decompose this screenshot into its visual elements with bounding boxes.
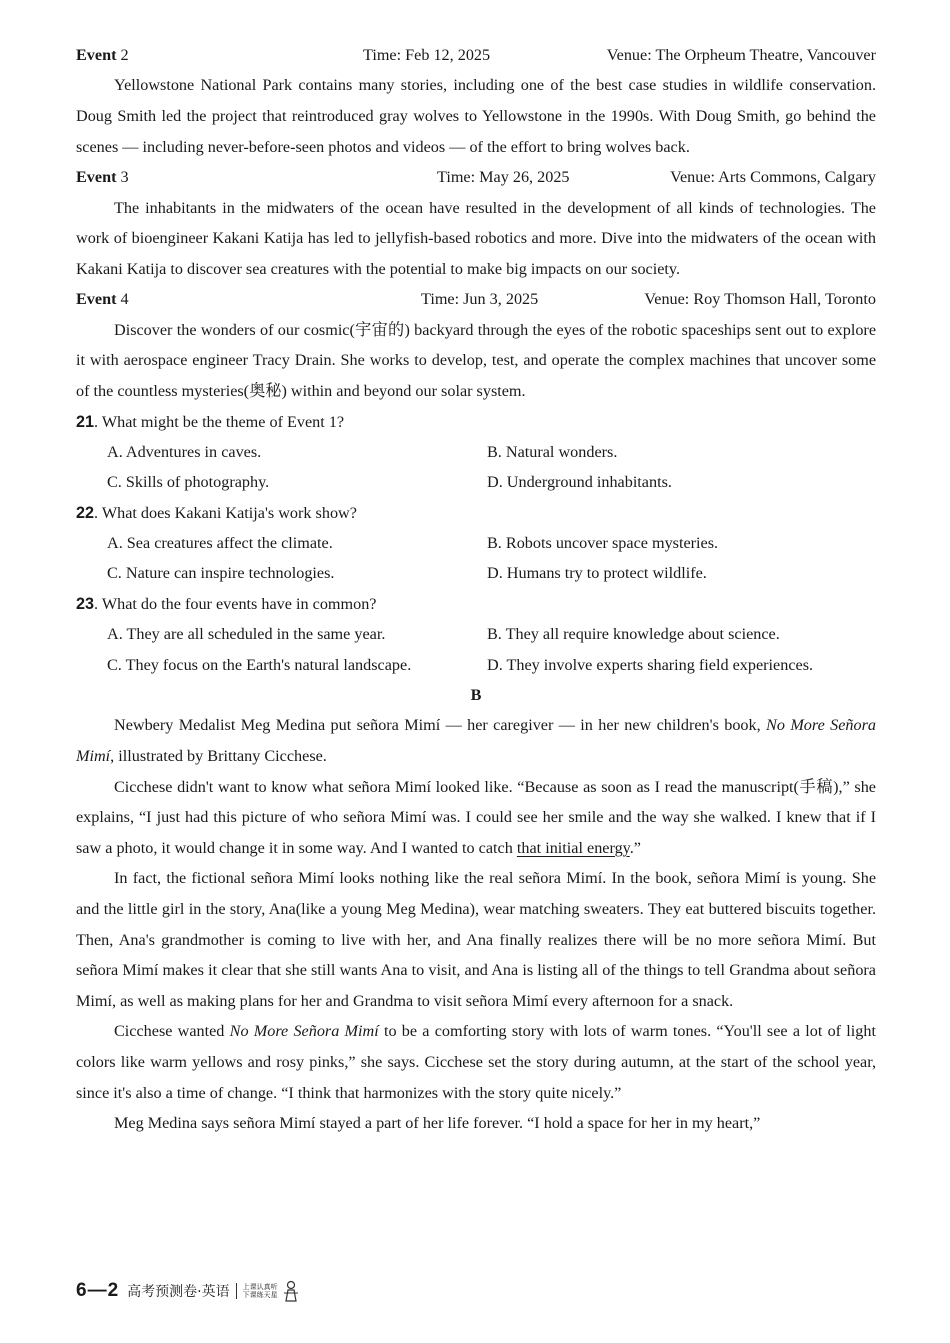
option-d: D. They involve experts sharing field experiences. (487, 655, 814, 674)
event-venue: Venue: The Orpheum Theatre, Vancouver (606, 46, 876, 64)
question-number: 23 (76, 594, 95, 613)
event-description: Yellowstone National Park contains many stories, including one of the best case studies in wildlife conservation. Doug Smith led the project that reintroduced gray wolves to Yellowstone in the 1990s. With Doug Smith, go behind the scenes — including never-before-seen photos and videos — of the effort to bring wolves back. (76, 76, 877, 156)
option-d: D. Underground inhabitants. (487, 473, 672, 492)
option-a: A. They are all scheduled in the same year. (107, 625, 386, 644)
option-c: C. Skills of photography. (107, 473, 270, 492)
event-label: Event 4 (76, 290, 129, 309)
passage-paragraph: Cicchese wanted No More Señora Mimí to be a comforting story with lots of warm tones. “You'll see a lot of light colors like warm yellows and rosy pinks,” she says. Cicchese set the story during autumn, at the start of the school year, since it's also a time of change. “I think that harmonizes with the story quite nicely.” (76, 1022, 877, 1102)
book-title: No More Señora Mimí (229, 1022, 379, 1041)
event-time: Time: Jun 3, 2025 (421, 290, 539, 309)
section-heading: B (470, 686, 482, 705)
page-number: 6—2 (76, 1280, 120, 1301)
footer-title: 高考预测卷·英语 (127, 1284, 230, 1300)
option-c: C. Nature can inspire technologies. (107, 564, 335, 583)
option-a: A. Sea creatures affect the climate. (107, 534, 333, 553)
event-header (76, 162, 876, 192)
book-title: No More Señora Mimí (76, 716, 876, 766)
exam-page (76, 40, 876, 1139)
mascot-icon (282, 1280, 300, 1302)
option-b: B. Natural wonders. (487, 442, 618, 461)
question-number: 22 (76, 503, 95, 522)
page-footer (76, 1276, 300, 1306)
event-venue: Venue: Roy Thomson Hall, Toronto (644, 290, 876, 309)
passage-paragraph: Newbery Medalist Meg Medina put señora Mimí — her caregiver — in her new children's book, No More Señora Mimí, illustrated by Brittany Cicchese. (76, 716, 876, 766)
event-venue: Venue: Arts Commons, Calgary (670, 168, 876, 187)
footer-divider (236, 1283, 237, 1299)
option-row (76, 528, 876, 558)
option-b: B. Robots uncover space mysteries. (487, 534, 719, 553)
footer-slogan: 上课认真听 下课练天星 (242, 1283, 278, 1299)
option-row (76, 437, 876, 467)
question-text: . What does Kakani Katija's work show? (94, 503, 357, 522)
event-header (76, 284, 876, 314)
passage-paragraph: In fact, the fictional señora Mimí looks nothing like the real señora Mimí. In the book, señora Mimí is young. She and the little girl in the story, Ana(like a young Meg Medina), wear matching sweaters. They eat buttered biscuits together. Then, Ana's grandmother is coming to live with her, and Ana finally realizes there will be no more señora Mimí. But señora Mimí makes it clear that she still wants Ana to visit, and Ana is listing all of the things to tell Grandma about señora Mimí, as well as making plans for her and Grandma to visit señora Mimí every afternoon for a snack. (76, 869, 877, 1010)
event-header (76, 40, 876, 70)
question (76, 589, 876, 619)
question-text: . What do the four events have in common? (94, 594, 377, 613)
option-row (76, 558, 876, 588)
option-a: A. Adventures in caves. (107, 442, 262, 461)
option-d: D. Humans try to protect wildlife. (487, 564, 707, 583)
event-label: Event 3 (76, 168, 129, 187)
event-description: Discover the wonders of our cosmic(宇宙的) backyard through the eyes of the robotic spaceships sent out to explore it with aerospace engineer Tracy Drain. She works to develop, test, and operate the complex machines that uncover some of the countless mysteries(奥秘) within and beyond our solar system. (76, 320, 877, 400)
option-row (76, 619, 876, 649)
question-text: . What might be the theme of Event 1? (94, 412, 345, 431)
event-time: Time: Feb 12, 2025 (363, 46, 491, 64)
underlined-phrase: that initial energy (516, 838, 630, 857)
option-row (76, 467, 876, 497)
event-time: Time: May 26, 2025 (437, 168, 570, 187)
question (76, 498, 876, 528)
passage-paragraph: Meg Medina says señora Mimí stayed a part of her life forever. “I hold a space for her in my heart,” (114, 1114, 761, 1133)
event-description: The inhabitants in the midwaters of the ocean have resulted in the development of all kinds of technologies. The work of bioengineer Kakani Katija has led to jellyfish-based robotics and more. Dive into the midwaters of the ocean with Kakani Katija to discover sea creatures with the potential to make big impacts on our society. (76, 198, 876, 278)
option-c: C. They focus on the Earth's natural landscape. (107, 655, 412, 674)
option-row (76, 650, 876, 680)
passage-paragraph: Cicchese didn't want to know what señora Mimí looked like. “Because as soon as I read the manuscript(手稿),” she explains, “I just had this picture of who señora Mimí was. I could see her smile and the way she walked. I knew that if I saw a photo, it would change it in some way. And I wanted to catch that initial energy.” (76, 777, 876, 857)
option-b: B. They all require knowledge about science. (487, 625, 780, 644)
question-number: 21 (76, 412, 95, 431)
event-label: Event 2 (76, 46, 129, 64)
question (76, 407, 876, 437)
